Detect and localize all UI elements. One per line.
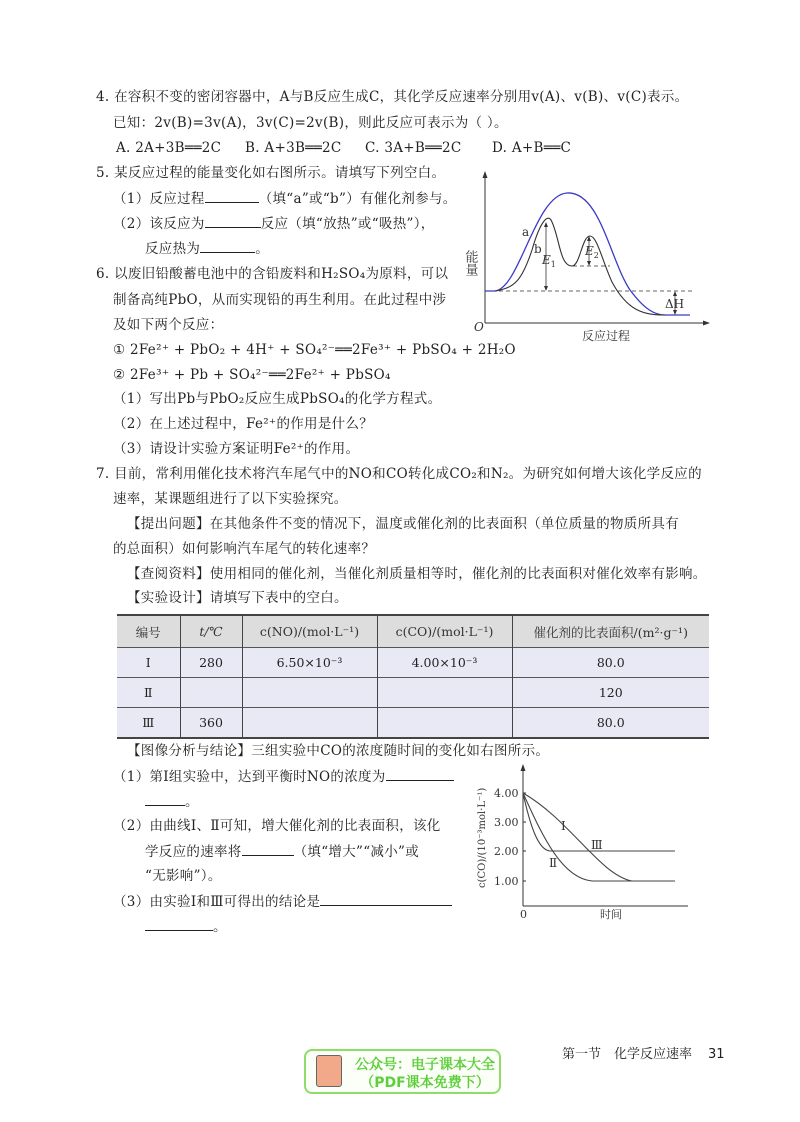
header-surface-area: 催化剂的比表面积/(m²·g⁻¹) <box>512 615 709 648</box>
cell-c-no: 6.50×10⁻³ <box>242 648 377 678</box>
ytick-label: 4.00 <box>494 787 519 800</box>
label-b: b <box>534 242 542 256</box>
q7-sub1-text: （1）第Ⅰ组实验中，达到平衡时NO的浓度为 <box>113 769 386 785</box>
table-row <box>117 648 709 678</box>
footer-section: 第一节 化学反应速率 <box>562 1047 693 1062</box>
q6-line2: 制备高纯PbO，从而实现铅的再生利用。在此过程中涉 <box>113 292 447 308</box>
cell-id: Ⅲ <box>117 708 180 739</box>
y-axis-label: c(CO)/(10⁻³mol·L⁻¹) <box>477 787 488 888</box>
header-id: 编号 <box>117 615 180 648</box>
y-axis-arrow-icon <box>521 764 526 771</box>
cell-c-co-blank[interactable] <box>377 678 512 708</box>
page-number: 31 <box>708 1047 725 1062</box>
q7-reference: 【查阅资料】使用相同的催化剂，当催化剂质量相等时，催化剂的比表面积对催化效率有影响。 <box>127 566 707 582</box>
page-footer <box>562 1043 725 1062</box>
y-axis-arrow-icon <box>483 171 488 178</box>
q7-sub3-pre: （3）由实验Ⅰ和Ⅲ可得出的结论是 <box>113 894 321 910</box>
q7-sub3 <box>113 891 452 912</box>
energy-diagram <box>460 160 720 350</box>
table-row <box>117 708 709 739</box>
header-c-co: c(CO)/(mol·L⁻¹) <box>377 615 512 648</box>
q5-blank-3[interactable] <box>200 238 255 253</box>
co-concentration-chart <box>470 760 690 925</box>
q7-blank-2[interactable] <box>242 841 294 856</box>
cell-surface-area: 80.0 <box>512 708 709 739</box>
cell-surface-area: 80.0 <box>512 648 709 678</box>
label-a: a <box>522 225 530 239</box>
e1-arrow-up-icon <box>544 222 548 227</box>
q4-line1: 4. 在容积不变的密闭容器中，A与B反应生成C，其化学反应速率分别用v(A)、v(B)、v(C)表示。 <box>96 89 689 105</box>
origin-label: 0 <box>520 908 527 921</box>
q7-blank-1b[interactable] <box>145 791 185 806</box>
table-row <box>117 678 709 708</box>
q7-problem-a: 【提出问题】在其他条件不变的情况下，温度或催化剂的比表面积（单位质量的物质所具有 <box>127 516 679 532</box>
q7-design: 【实验设计】请填写下表中的空白。 <box>127 590 348 606</box>
e2-arrow-down-icon <box>587 261 591 266</box>
q4-option-d: D. A+B══C <box>492 140 572 156</box>
curve-II <box>523 793 675 881</box>
q7-sub1-cont <box>145 791 199 812</box>
q6-line1: 6. 以废旧铅酸蓄电池中的含铅废料和H₂SO₄为原料，可以 <box>96 266 449 282</box>
q5-blank-1[interactable] <box>205 188 259 203</box>
q4-option-a: A. 2A+3B══2C <box>116 140 222 156</box>
q5-sub2b <box>145 238 269 259</box>
q7-sub3-end: 。 <box>213 919 227 935</box>
q7-blank-1a[interactable] <box>386 766 454 781</box>
q7-sub2c: “无影响”）。 <box>145 868 222 884</box>
cell-c-no-blank[interactable] <box>242 678 377 708</box>
label-e1: $E_1$ <box>542 253 556 269</box>
cell-temp: 280 <box>180 648 242 678</box>
ytick-label: 3.00 <box>494 816 519 829</box>
q5-sub2-post: 反应（填“放热”或“吸热”）， <box>260 216 435 232</box>
q6-reaction1: ① 2Fe²⁺ + PbO₂ + 4H⁺ + SO₄²⁻══2Fe³⁺ + PbSO₄ + 2H₂O <box>113 342 516 358</box>
table-header-row <box>117 615 709 648</box>
cell-c-co: 4.00×10⁻³ <box>377 648 512 678</box>
q7-blank-3b[interactable] <box>145 916 213 931</box>
curve-label-III: Ⅲ <box>591 838 603 852</box>
q4-option-c: C. 3A+B══2C <box>365 140 462 156</box>
q7-sub2b <box>145 841 419 862</box>
x-axis-label: 反应过程 <box>582 329 631 343</box>
label-delta-h: ΔH <box>665 297 685 311</box>
q6-sub3: （3）请设计实验方案证明Fe²⁺的作用。 <box>113 441 360 457</box>
watermark-line1: 公众号：电子课本大全 <box>355 1057 495 1073</box>
q5-title: 5. 某反应过程的能量变化如右图所示。请填写下列空白。 <box>96 165 446 181</box>
curve-label-II: Ⅱ <box>549 856 558 870</box>
q5-sub1-post: （填“a”或“b”）有催化剂参与。 <box>258 191 457 207</box>
q7-problem-b: 的总面积）如何影响汽车尾气的转化速率？ <box>113 541 376 557</box>
dh-arrow-up-icon <box>673 291 677 296</box>
q7-sub2b-pre: 学反应的速率将 <box>145 844 242 860</box>
q5-sub2-pre: （2）该反应为 <box>113 216 205 232</box>
q7-line1: 7. 目前，常利用催化技术将汽车尾气中的NO和CO转化成CO₂和N₂。为研究如何增大该化学反应的 <box>96 466 702 482</box>
label-e2: $E_2$ <box>585 244 599 260</box>
curve-I <box>523 793 675 881</box>
q5-sub2b-post: 。 <box>255 241 270 257</box>
ytick-label: 1.00 <box>494 875 519 888</box>
q6-sub1: （1）写出Pb与PbO₂反应生成PbSO₄的化学方程式。 <box>113 391 442 407</box>
cell-temp-blank[interactable] <box>180 678 242 708</box>
q7-line2: 速率，某课题组进行了以下实验探究。 <box>113 491 348 507</box>
curve-label-I: Ⅰ <box>561 819 566 833</box>
book-icon <box>316 1055 342 1087</box>
q6-line3: 及如下两个反应： <box>113 317 224 333</box>
header-temp: t/℃ <box>180 615 242 648</box>
q5-blank-2[interactable] <box>205 213 261 228</box>
q7-sub1 <box>113 766 454 787</box>
watermark-badge <box>304 1049 501 1094</box>
q5-sub2b-pre: 反应热为 <box>145 241 201 257</box>
cell-temp: 360 <box>180 708 242 739</box>
cell-surface-area: 120 <box>512 678 709 708</box>
x-axis-label: 时间 <box>600 908 622 921</box>
header-c-no: c(NO)/(mol·L⁻¹) <box>242 615 377 648</box>
q7-sub2b-post: （填“增大”“减小”或 <box>293 844 420 860</box>
q7-sub3-cont <box>145 916 227 937</box>
q7-analysis: 【图像分析与结论】三组实验中CO的浓度随时间的变化如右图所示。 <box>127 743 550 759</box>
q7-blank-3a[interactable] <box>320 891 452 906</box>
q6-reaction2: ② 2Fe³⁺ + Pb + SO₄²⁻══2Fe²⁺ + PbSO₄ <box>113 367 391 383</box>
watermark-line2: （PDF课本免费下） <box>360 1075 490 1091</box>
q6-sub2: （2）在上述过程中，Fe²⁺的作用是什么？ <box>113 416 374 432</box>
cell-id: Ⅰ <box>117 648 180 678</box>
q4-option-b: B. A+3B══2C <box>245 140 342 156</box>
experiment-table <box>117 614 709 739</box>
q7-sub2a: （2）由曲线Ⅰ、Ⅱ可知，增大催化剂的比表面积，该化 <box>113 818 441 834</box>
q5-sub1 <box>113 188 457 209</box>
ytick-label: 2.00 <box>494 845 519 858</box>
x-axis-arrow-icon <box>703 321 710 326</box>
q5-sub2 <box>113 213 435 234</box>
e1-arrow-down-icon <box>544 286 548 291</box>
q4-line2: 已知：2v(B)=3v(A)，3v(C)=2v(B)，则此反应可表示为（ ）。 <box>113 115 508 131</box>
cell-c-co-blank[interactable] <box>377 708 512 739</box>
origin-label: O <box>474 320 484 334</box>
cell-c-no-blank[interactable] <box>242 708 377 739</box>
y-axis-label: 能量 <box>462 250 478 276</box>
cell-id: Ⅱ <box>117 678 180 708</box>
q5-sub1-pre: （1）反应过程 <box>113 191 205 207</box>
q7-sub1-end: 。 <box>185 794 199 810</box>
